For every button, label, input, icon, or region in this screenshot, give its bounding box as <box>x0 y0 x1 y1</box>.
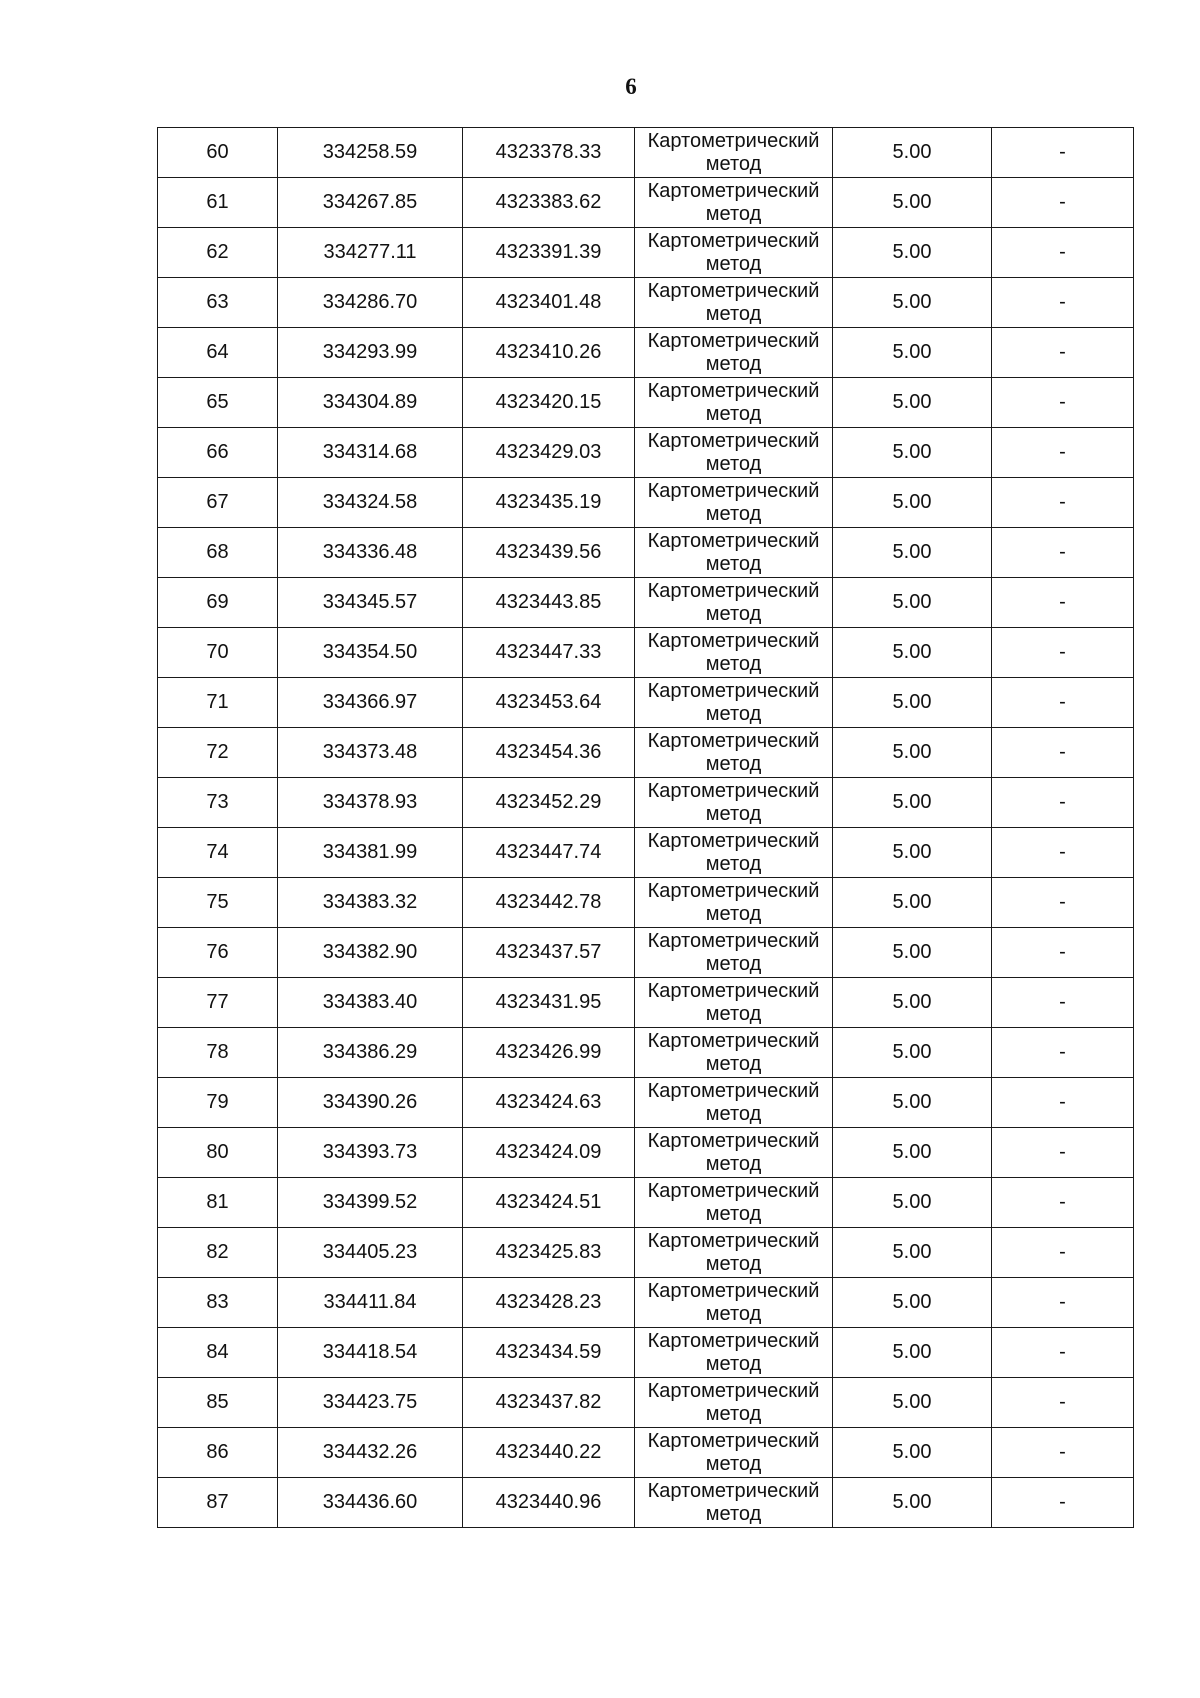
method-cell <box>635 978 833 1028</box>
accuracy-cell: 5.00 <box>833 928 992 978</box>
point-number-cell: 84 <box>158 1328 278 1378</box>
table-row <box>158 628 1134 678</box>
method-line-2: метод <box>705 1402 762 1425</box>
point-number-cell: 80 <box>158 1128 278 1178</box>
y-coordinate-cell: 4323447.74 <box>463 828 635 878</box>
accuracy-cell: 5.00 <box>833 1278 992 1328</box>
point-number-cell: 83 <box>158 1278 278 1328</box>
note-cell: - <box>992 128 1134 178</box>
x-coordinate-cell: 334405.23 <box>278 1228 463 1278</box>
point-number-cell: 75 <box>158 878 278 928</box>
point-number-cell: 85 <box>158 1378 278 1428</box>
note-cell: - <box>992 828 1134 878</box>
x-coordinate-cell: 334267.85 <box>278 178 463 228</box>
table-row <box>158 528 1134 578</box>
accuracy-cell: 5.00 <box>833 1028 992 1078</box>
method-line-2: метод <box>705 1302 762 1325</box>
point-number-cell: 65 <box>158 378 278 428</box>
table-row <box>158 1378 1134 1428</box>
method-line-2: метод <box>705 952 762 975</box>
note-cell: - <box>992 378 1134 428</box>
note-cell: - <box>992 228 1134 278</box>
method-line-1: Картометрический <box>647 679 820 702</box>
point-number-cell: 60 <box>158 128 278 178</box>
point-number-cell: 62 <box>158 228 278 278</box>
y-coordinate-cell: 4323428.23 <box>463 1278 635 1328</box>
note-cell: - <box>992 1028 1134 1078</box>
x-coordinate-cell: 334393.73 <box>278 1128 463 1178</box>
note-cell: - <box>992 728 1134 778</box>
point-number-cell: 74 <box>158 828 278 878</box>
accuracy-cell: 5.00 <box>833 328 992 378</box>
method-cell <box>635 1378 833 1428</box>
method-line-2: метод <box>705 1202 762 1225</box>
accuracy-cell: 5.00 <box>833 1128 992 1178</box>
x-coordinate-cell: 334381.99 <box>278 828 463 878</box>
x-coordinate-cell: 334436.60 <box>278 1478 463 1528</box>
accuracy-cell: 5.00 <box>833 1228 992 1278</box>
method-cell <box>635 278 833 328</box>
table-row <box>158 378 1134 428</box>
x-coordinate-cell: 334411.84 <box>278 1278 463 1328</box>
accuracy-cell: 5.00 <box>833 378 992 428</box>
accuracy-cell: 5.00 <box>833 1078 992 1128</box>
point-number-cell: 66 <box>158 428 278 478</box>
method-line-2: метод <box>705 752 762 775</box>
method-cell <box>635 1178 833 1228</box>
method-cell <box>635 878 833 928</box>
table-row <box>158 1078 1134 1128</box>
method-line-2: метод <box>705 1252 762 1275</box>
method-line-2: метод <box>705 402 762 425</box>
accuracy-cell: 5.00 <box>833 628 992 678</box>
y-coordinate-cell: 4323437.57 <box>463 928 635 978</box>
note-cell: - <box>992 678 1134 728</box>
accuracy-cell: 5.00 <box>833 128 992 178</box>
y-coordinate-cell: 4323429.03 <box>463 428 635 478</box>
method-line-2: метод <box>705 652 762 675</box>
accuracy-cell: 5.00 <box>833 778 992 828</box>
method-line-1: Картометрический <box>647 1329 820 1352</box>
method-line-1: Картометрический <box>647 179 820 202</box>
method-cell <box>635 828 833 878</box>
table-row <box>158 1228 1134 1278</box>
y-coordinate-cell: 4323383.62 <box>463 178 635 228</box>
table-row <box>158 1278 1134 1328</box>
accuracy-cell: 5.00 <box>833 178 992 228</box>
point-number-cell: 82 <box>158 1228 278 1278</box>
x-coordinate-cell: 334399.52 <box>278 1178 463 1228</box>
note-cell: - <box>992 1178 1134 1228</box>
note-cell: - <box>992 1078 1134 1128</box>
table-row <box>158 878 1134 928</box>
point-number-cell: 76 <box>158 928 278 978</box>
table-row <box>158 1428 1134 1478</box>
table-row <box>158 778 1134 828</box>
method-cell <box>635 128 833 178</box>
method-cell <box>635 1328 833 1378</box>
method-cell <box>635 328 833 378</box>
method-cell <box>635 1078 833 1128</box>
x-coordinate-cell: 334383.40 <box>278 978 463 1028</box>
method-line-1: Картометрический <box>647 729 820 752</box>
method-line-2: метод <box>705 302 762 325</box>
table-row <box>158 478 1134 528</box>
table-row <box>158 328 1134 378</box>
point-number-cell: 70 <box>158 628 278 678</box>
point-number-cell: 68 <box>158 528 278 578</box>
method-cell <box>635 1428 833 1478</box>
table-row <box>158 1028 1134 1078</box>
method-line-2: метод <box>705 1002 762 1025</box>
table-row <box>158 1478 1134 1528</box>
table-row <box>158 928 1134 978</box>
accuracy-cell: 5.00 <box>833 678 992 728</box>
y-coordinate-cell: 4323424.51 <box>463 1178 635 1228</box>
method-line-1: Картометрический <box>647 379 820 402</box>
accuracy-cell: 5.00 <box>833 1178 992 1228</box>
table-row <box>158 1178 1134 1228</box>
method-cell <box>635 678 833 728</box>
point-number-cell: 69 <box>158 578 278 628</box>
method-line-1: Картометрический <box>647 579 820 602</box>
accuracy-cell: 5.00 <box>833 1478 992 1528</box>
y-coordinate-cell: 4323439.56 <box>463 528 635 578</box>
note-cell: - <box>992 628 1134 678</box>
method-line-1: Картометрический <box>647 529 820 552</box>
accuracy-cell: 5.00 <box>833 978 992 1028</box>
method-cell <box>635 1478 833 1528</box>
accuracy-cell: 5.00 <box>833 578 992 628</box>
x-coordinate-cell: 334418.54 <box>278 1328 463 1378</box>
method-line-1: Картометрический <box>647 779 820 802</box>
point-number-cell: 72 <box>158 728 278 778</box>
x-coordinate-cell: 334354.50 <box>278 628 463 678</box>
note-cell: - <box>992 178 1134 228</box>
accuracy-cell: 5.00 <box>833 228 992 278</box>
method-cell <box>635 228 833 278</box>
y-coordinate-cell: 4323435.19 <box>463 478 635 528</box>
method-line-1: Картометрический <box>647 1379 820 1402</box>
method-line-2: метод <box>705 852 762 875</box>
x-coordinate-cell: 334366.97 <box>278 678 463 728</box>
table-row <box>158 578 1134 628</box>
method-line-1: Картометрический <box>647 829 820 852</box>
table-row <box>158 1128 1134 1178</box>
y-coordinate-cell: 4323426.99 <box>463 1028 635 1078</box>
accuracy-cell: 5.00 <box>833 478 992 528</box>
method-line-2: метод <box>705 702 762 725</box>
method-line-1: Картометрический <box>647 229 820 252</box>
method-cell <box>635 178 833 228</box>
y-coordinate-cell: 4323424.09 <box>463 1128 635 1178</box>
accuracy-cell: 5.00 <box>833 828 992 878</box>
note-cell: - <box>992 478 1134 528</box>
point-number-cell: 61 <box>158 178 278 228</box>
method-cell <box>635 1278 833 1328</box>
method-line-2: метод <box>705 352 762 375</box>
accuracy-cell: 5.00 <box>833 878 992 928</box>
table-row <box>158 178 1134 228</box>
method-line-1: Картометрический <box>647 1179 820 1202</box>
accuracy-cell: 5.00 <box>833 528 992 578</box>
method-cell <box>635 428 833 478</box>
method-line-2: метод <box>705 902 762 925</box>
method-line-2: метод <box>705 1352 762 1375</box>
table-row <box>158 978 1134 1028</box>
method-cell <box>635 778 833 828</box>
method-line-1: Картометрический <box>647 329 820 352</box>
method-cell <box>635 528 833 578</box>
method-line-1: Картометрический <box>647 929 820 952</box>
y-coordinate-cell: 4323378.33 <box>463 128 635 178</box>
method-line-2: метод <box>705 452 762 475</box>
accuracy-cell: 5.00 <box>833 1328 992 1378</box>
method-cell <box>635 478 833 528</box>
y-coordinate-cell: 4323440.22 <box>463 1428 635 1478</box>
method-line-2: метод <box>705 1452 762 1475</box>
x-coordinate-cell: 334286.70 <box>278 278 463 328</box>
note-cell: - <box>992 1378 1134 1428</box>
method-line-1: Картометрический <box>647 1429 820 1452</box>
point-number-cell: 86 <box>158 1428 278 1478</box>
method-line-1: Картометрический <box>647 1129 820 1152</box>
table-row <box>158 278 1134 328</box>
method-line-1: Картометрический <box>647 1029 820 1052</box>
y-coordinate-cell: 4323454.36 <box>463 728 635 778</box>
table-row <box>158 128 1134 178</box>
note-cell: - <box>992 1128 1134 1178</box>
point-number-cell: 77 <box>158 978 278 1028</box>
method-cell <box>635 728 833 778</box>
method-line-1: Картометрический <box>647 629 820 652</box>
method-line-2: метод <box>705 152 762 175</box>
method-line-1: Картометрический <box>647 429 820 452</box>
x-coordinate-cell: 334382.90 <box>278 928 463 978</box>
point-number-cell: 78 <box>158 1028 278 1078</box>
note-cell: - <box>992 578 1134 628</box>
x-coordinate-cell: 334432.26 <box>278 1428 463 1478</box>
accuracy-cell: 5.00 <box>833 278 992 328</box>
table-body <box>158 128 1134 1528</box>
method-cell <box>635 1228 833 1278</box>
method-line-2: метод <box>705 252 762 275</box>
table-row <box>158 228 1134 278</box>
table-row <box>158 678 1134 728</box>
method-cell <box>635 1128 833 1178</box>
y-coordinate-cell: 4323425.83 <box>463 1228 635 1278</box>
x-coordinate-cell: 334277.11 <box>278 228 463 278</box>
y-coordinate-cell: 4323442.78 <box>463 878 635 928</box>
x-coordinate-cell: 334345.57 <box>278 578 463 628</box>
y-coordinate-cell: 4323447.33 <box>463 628 635 678</box>
y-coordinate-cell: 4323443.85 <box>463 578 635 628</box>
method-line-1: Картометрический <box>647 479 820 502</box>
x-coordinate-cell: 334373.48 <box>278 728 463 778</box>
point-number-cell: 79 <box>158 1078 278 1128</box>
x-coordinate-cell: 334386.29 <box>278 1028 463 1078</box>
x-coordinate-cell: 334293.99 <box>278 328 463 378</box>
method-line-1: Картометрический <box>647 1279 820 1302</box>
x-coordinate-cell: 334336.48 <box>278 528 463 578</box>
point-number-cell: 87 <box>158 1478 278 1528</box>
table-row <box>158 1328 1134 1378</box>
note-cell: - <box>992 1328 1134 1378</box>
method-line-2: метод <box>705 1502 762 1525</box>
x-coordinate-cell: 334314.68 <box>278 428 463 478</box>
method-line-2: метод <box>705 552 762 575</box>
coordinates-table <box>157 127 1134 1528</box>
method-line-2: метод <box>705 802 762 825</box>
note-cell: - <box>992 428 1134 478</box>
note-cell: - <box>992 778 1134 828</box>
y-coordinate-cell: 4323410.26 <box>463 328 635 378</box>
x-coordinate-cell: 334390.26 <box>278 1078 463 1128</box>
method-line-1: Картометрический <box>647 129 820 152</box>
accuracy-cell: 5.00 <box>833 1378 992 1428</box>
table-row <box>158 828 1134 878</box>
note-cell: - <box>992 1428 1134 1478</box>
point-number-cell: 71 <box>158 678 278 728</box>
method-line-1: Картометрический <box>647 979 820 1002</box>
method-cell <box>635 1028 833 1078</box>
y-coordinate-cell: 4323420.15 <box>463 378 635 428</box>
y-coordinate-cell: 4323453.64 <box>463 678 635 728</box>
x-coordinate-cell: 334324.58 <box>278 478 463 528</box>
x-coordinate-cell: 334378.93 <box>278 778 463 828</box>
point-number-cell: 64 <box>158 328 278 378</box>
point-number-cell: 81 <box>158 1178 278 1228</box>
note-cell: - <box>992 1478 1134 1528</box>
method-line-2: метод <box>705 602 762 625</box>
y-coordinate-cell: 4323401.48 <box>463 278 635 328</box>
note-cell: - <box>992 928 1134 978</box>
point-number-cell: 67 <box>158 478 278 528</box>
point-number-cell: 73 <box>158 778 278 828</box>
note-cell: - <box>992 1228 1134 1278</box>
method-line-1: Картометрический <box>647 1479 820 1502</box>
note-cell: - <box>992 528 1134 578</box>
x-coordinate-cell: 334383.32 <box>278 878 463 928</box>
method-line-2: метод <box>705 202 762 225</box>
x-coordinate-cell: 334258.59 <box>278 128 463 178</box>
y-coordinate-cell: 4323437.82 <box>463 1378 635 1428</box>
method-line-2: метод <box>705 1102 762 1125</box>
table-row <box>158 728 1134 778</box>
page-number: 6 <box>625 74 637 99</box>
method-cell <box>635 378 833 428</box>
y-coordinate-cell: 4323434.59 <box>463 1328 635 1378</box>
method-line-1: Картометрический <box>647 1229 820 1252</box>
method-cell <box>635 578 833 628</box>
accuracy-cell: 5.00 <box>833 1428 992 1478</box>
note-cell: - <box>992 1278 1134 1328</box>
method-line-2: метод <box>705 1152 762 1175</box>
method-line-1: Картометрический <box>647 279 820 302</box>
point-number-cell: 63 <box>158 278 278 328</box>
method-line-2: метод <box>705 502 762 525</box>
y-coordinate-cell: 4323391.39 <box>463 228 635 278</box>
method-line-1: Картометрический <box>647 1079 820 1102</box>
accuracy-cell: 5.00 <box>833 428 992 478</box>
method-line-2: метод <box>705 1052 762 1075</box>
y-coordinate-cell: 4323431.95 <box>463 978 635 1028</box>
x-coordinate-cell: 334423.75 <box>278 1378 463 1428</box>
y-coordinate-cell: 4323424.63 <box>463 1078 635 1128</box>
note-cell: - <box>992 878 1134 928</box>
accuracy-cell: 5.00 <box>833 728 992 778</box>
method-cell <box>635 628 833 678</box>
y-coordinate-cell: 4323452.29 <box>463 778 635 828</box>
note-cell: - <box>992 978 1134 1028</box>
x-coordinate-cell: 334304.89 <box>278 378 463 428</box>
method-cell <box>635 928 833 978</box>
y-coordinate-cell: 4323440.96 <box>463 1478 635 1528</box>
method-line-1: Картометрический <box>647 879 820 902</box>
table-row <box>158 428 1134 478</box>
note-cell: - <box>992 278 1134 328</box>
note-cell: - <box>992 328 1134 378</box>
